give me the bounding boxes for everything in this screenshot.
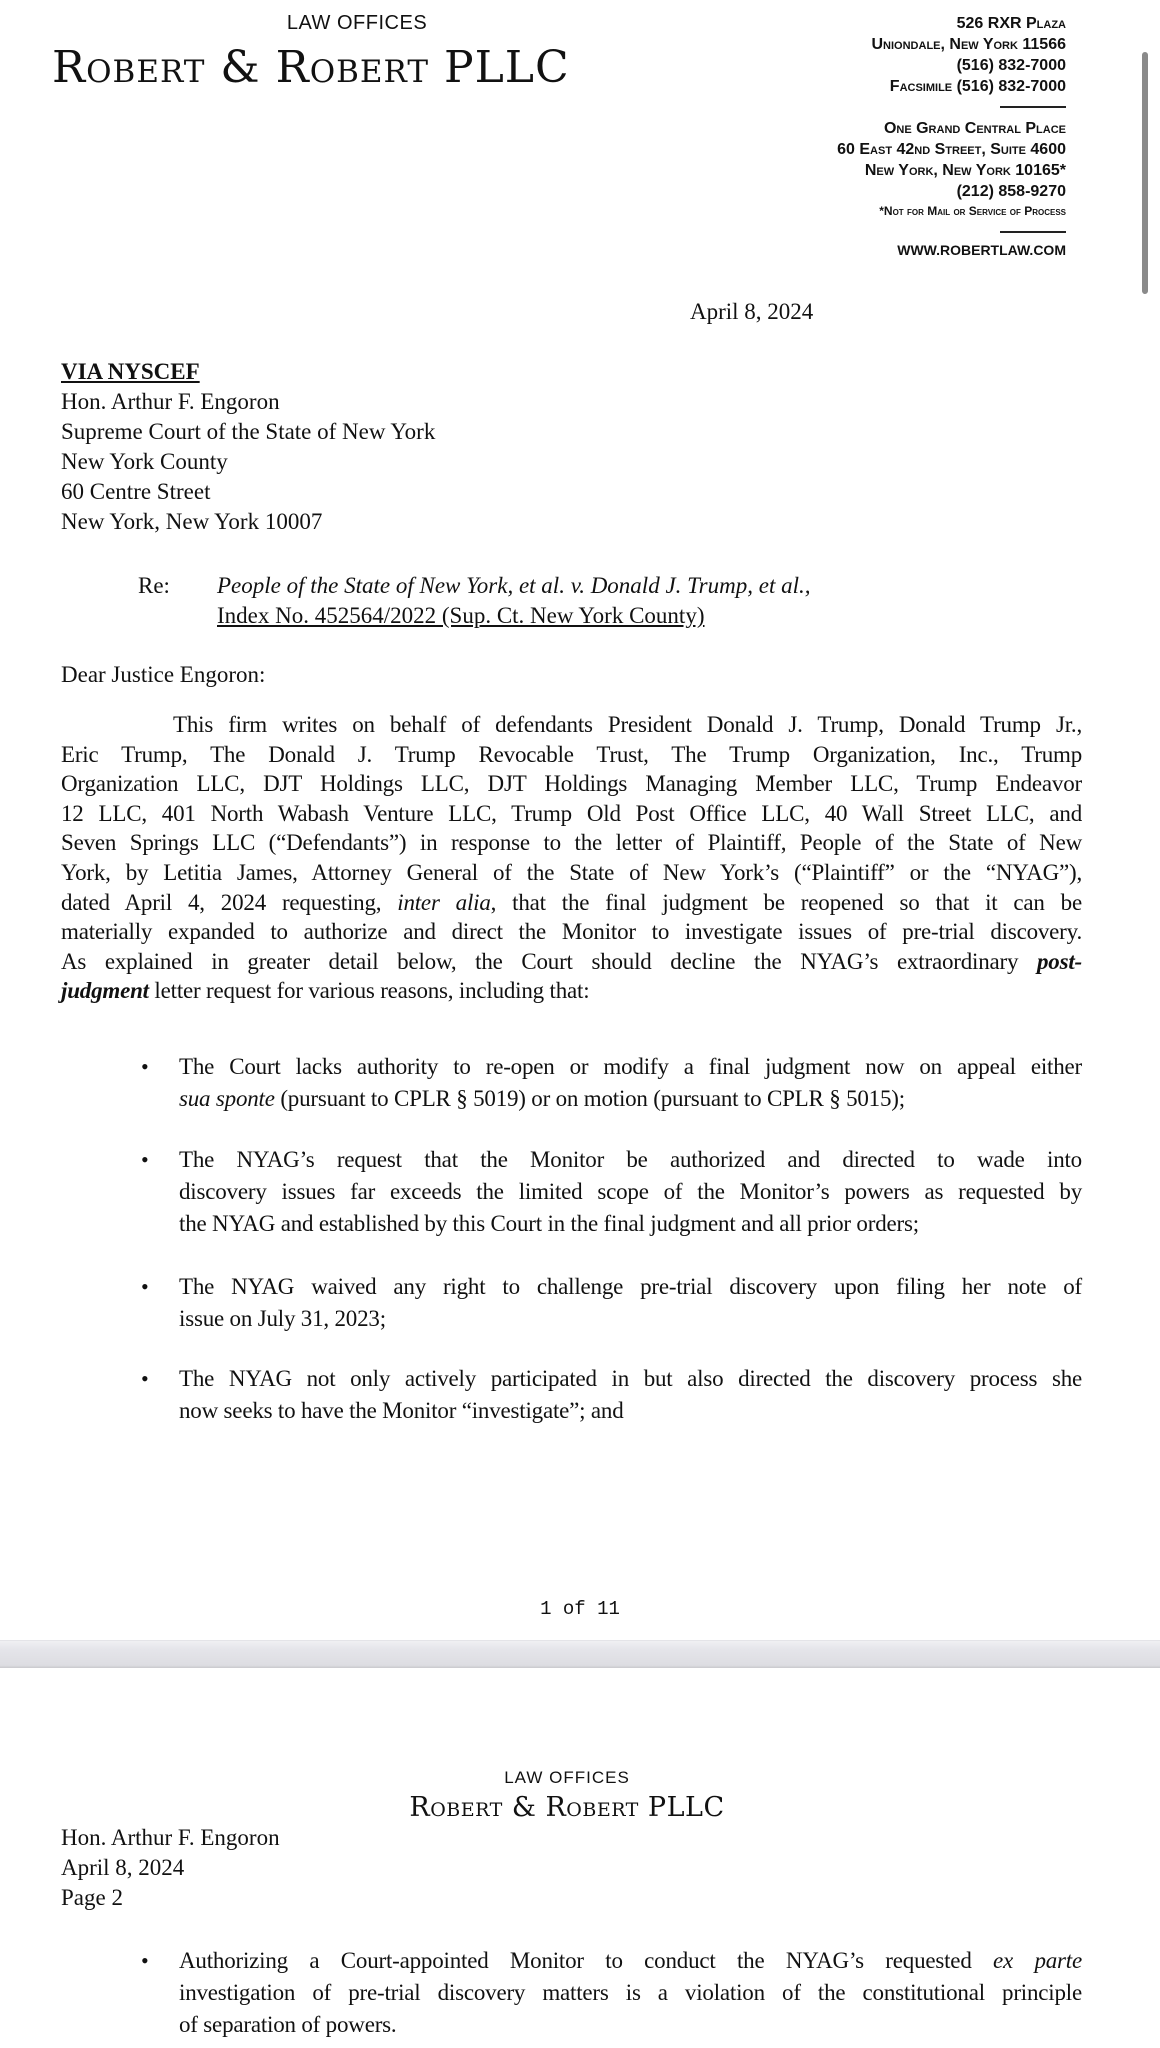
text-line <box>179 1209 1082 1239</box>
text-segment: the NYAG and established by this Court in the final judgment and all prior orders; <box>179 1211 919 1236</box>
emphasized-text: inter alia <box>397 889 491 915</box>
bullet-icon: • <box>141 1147 149 1172</box>
text-segment: of separation of powers. <box>179 2012 397 2037</box>
re-case-name: People of the State of New York, et al. v. Donald J. Trump, et al., <box>217 573 811 598</box>
text-segment: Seven Springs LLC (“Defendants”) in response to the letter of Plaintiff, People of the State of New <box>61 830 1082 856</box>
text-line <box>179 1396 1082 1426</box>
page2-header-line: April 8, 2024 <box>61 1855 185 1880</box>
text-segment: The NYAG’s request that the Monitor be authorized and directed to wade into <box>179 1147 1082 1172</box>
address-line: 60 East 42nd Street, Suite 4600 <box>837 141 1066 158</box>
text-segment: Authorizing a Court-appointed Monitor to conduct the NYAG’s requested <box>179 1948 994 1973</box>
office-uniondale <box>872 13 1067 97</box>
text-segment: , that the final judgment be reopened so that it can be <box>490 889 1082 915</box>
emphasized-text: judgment <box>61 978 149 1004</box>
text-line <box>61 888 1082 918</box>
text-segment: As explained in greater detail below, the Court should decline the NYAG’s extraordinary <box>61 948 1037 974</box>
page-indicator: 1 of 11 <box>540 1598 620 1620</box>
text-segment: 12 LLC, 401 North Wabash Venture LLC, Trump Old Post Office LLC, 40 Wall Street LLC, and <box>61 800 1082 826</box>
emphasized-text: ex parte <box>993 1948 1082 1973</box>
divider <box>1000 231 1066 233</box>
page-separator <box>0 1640 1160 1668</box>
divider <box>1000 106 1066 108</box>
addressee-line: Supreme Court of the State of New York <box>61 419 436 444</box>
text-segment: The Court lacks authority to re-open or modify a final judgment now on appeal either <box>179 1054 1082 1079</box>
text-line <box>61 769 1082 799</box>
text-line <box>179 1272 1082 1302</box>
text-line <box>179 1145 1082 1175</box>
text-segment: Eric Trump, The Donald J. Trump Revocable Trust, The Trump Organization, Inc., Trump <box>61 741 1082 767</box>
text-segment: This firm writes on behalf of defendants President Donald J. Trump, Donald Trump Jr., <box>173 712 1082 737</box>
delivery-method: VIA NYSCEF <box>61 359 200 384</box>
text-line <box>61 947 1082 977</box>
text-line <box>179 1177 1082 1207</box>
text-segment: issue on July 31, 2023; <box>179 1306 386 1331</box>
text-segment: discovery issues far exceeds the limited scope of the Monitor’s powers as requested by <box>179 1179 1082 1204</box>
page2-letterhead-law-offices: LAW OFFICES <box>504 1768 630 1787</box>
re-index-number: Index No. 452564/2022 (Sup. Ct. New York County) <box>217 603 705 628</box>
text-segment: now seeks to have the Monitor “investigate”; and <box>179 1398 624 1423</box>
text-line <box>61 917 1082 947</box>
letterhead-law-offices: LAW OFFICES <box>286 12 428 34</box>
text-line <box>61 740 1082 770</box>
bullet-icon: • <box>141 1054 149 1079</box>
address-line: Facsimile (516) 832-7000 <box>889 78 1066 95</box>
address-line: 526 RXR Plaza <box>956 15 1066 32</box>
text-segment: investigation of pre-trial discovery matters is a violation of the constitutional principle <box>179 1980 1082 2005</box>
page2-header <box>61 1823 280 1913</box>
text-line <box>179 1052 1082 1082</box>
addressee-line: Hon. Arthur F. Engoron <box>61 389 280 414</box>
re-label: Re: <box>138 573 170 598</box>
text-segment: materially expanded to authorize and direct the Monitor to investigate issues of pre-trial discovery. <box>61 919 1082 945</box>
office-new-york <box>837 118 1066 220</box>
text-line <box>179 1304 1082 1334</box>
text-line <box>61 828 1082 858</box>
text-segment: The NYAG not only actively participated in but also directed the discovery process she <box>179 1366 1082 1391</box>
bullet-icon: • <box>141 1274 149 1299</box>
text-line <box>173 710 1082 740</box>
address-line: (516) 832-7000 <box>956 57 1066 74</box>
addressee-line: New York County <box>61 449 228 474</box>
text-line <box>179 1946 1082 1976</box>
text-line <box>179 1978 1082 2008</box>
addressee-line: New York, New York 10007 <box>61 509 323 534</box>
text-segment: York, by Letitia James, Attorney General of the State of New York’s (“Plaintiff” or the “NYAG”), <box>61 860 1082 885</box>
address-line: (212) 858-9270 <box>956 183 1066 200</box>
addressee-block <box>61 387 435 537</box>
salutation: Dear Justice Engoron: <box>61 662 266 687</box>
text-line <box>61 799 1082 829</box>
address-line: Uniondale, New York 11566 <box>871 36 1066 53</box>
page2-header-line: Hon. Arthur F. Engoron <box>61 1825 280 1850</box>
letterhead-firm-name: Robert & Robert PLLC <box>52 42 570 93</box>
website[interactable]: WWW.ROBERTLAW.COM <box>897 242 1066 258</box>
text-segment: The NYAG waived any right to challenge pre-trial discovery upon filing her note of <box>179 1274 1082 1299</box>
text-segment: dated April 4, 2024 requesting, <box>61 889 398 915</box>
bullet-icon: • <box>141 1366 149 1391</box>
page2-letterhead-firm-name: Robert & Robert PLLC <box>409 1792 725 1823</box>
text-line <box>179 1084 1082 1114</box>
letter-date: April 8, 2024 <box>690 299 814 324</box>
page2-header-line: Page 2 <box>61 1885 123 1910</box>
text-line <box>61 976 1082 1006</box>
scrollbar[interactable] <box>1142 52 1148 294</box>
address-line: New York, New York 10165* <box>864 162 1066 179</box>
text-line <box>179 2010 1082 2040</box>
address-line: One Grand Central Place <box>883 120 1066 137</box>
text-segment: Organization LLC, DJT Holdings LLC, DJT Holdings Managing Member LLC, Trump Endeavor <box>61 771 1082 797</box>
address-note: *Not for Mail or Service of Process <box>879 204 1066 218</box>
text-segment: (pursuant to CPLR § 5019) or on motion (pursuant to CPLR § 5015); <box>274 1086 905 1111</box>
emphasized-text: post- <box>1036 948 1082 974</box>
emphasized-text: sua sponte <box>179 1086 275 1111</box>
addressee-line: 60 Centre Street <box>61 479 211 504</box>
text-line <box>61 858 1082 888</box>
text-segment: letter request for various reasons, including that: <box>148 978 590 1004</box>
text-line <box>179 1364 1082 1394</box>
bullet-icon: • <box>141 1948 149 1973</box>
